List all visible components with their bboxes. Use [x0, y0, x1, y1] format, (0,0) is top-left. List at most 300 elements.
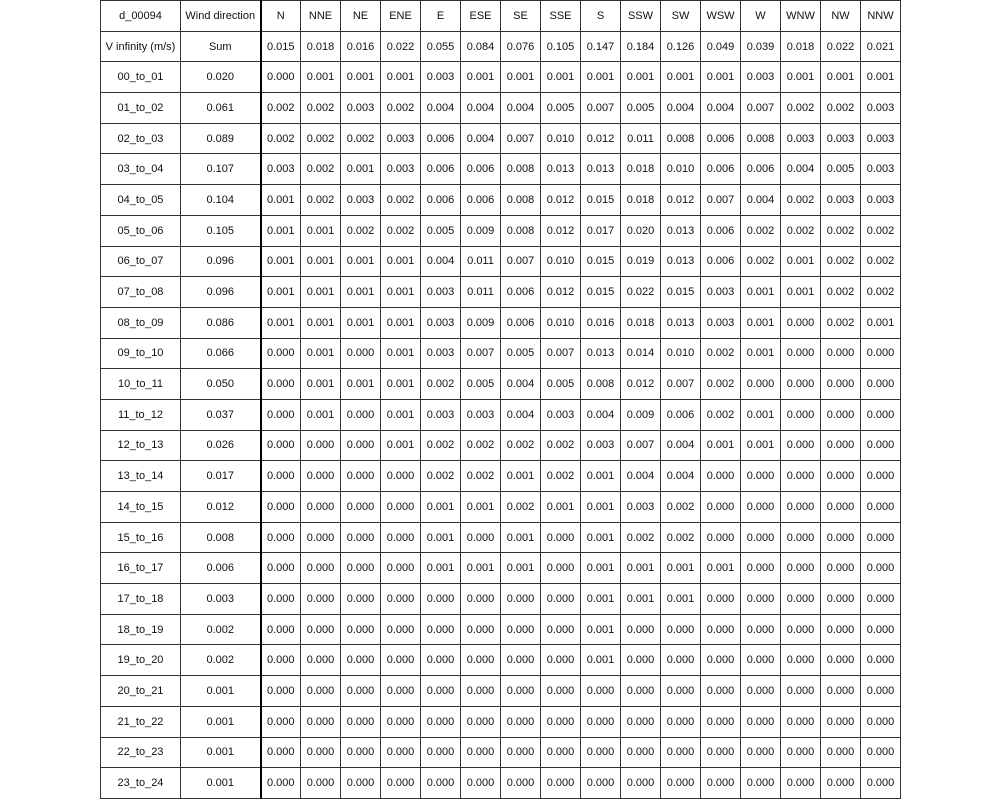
row-sum-cell: 0.050 — [181, 369, 261, 400]
frequency-cell: 0.007 — [541, 338, 581, 369]
frequency-cell: 0.006 — [501, 307, 541, 338]
frequency-cell: 0.000 — [381, 737, 421, 768]
frequency-cell: 0.001 — [301, 277, 341, 308]
frequency-cell: 0.013 — [661, 246, 701, 277]
frequency-cell: 0.000 — [661, 768, 701, 799]
frequency-cell: 0.008 — [501, 215, 541, 246]
direction-header-cell: WNW — [781, 1, 821, 32]
frequency-cell: 0.001 — [621, 584, 661, 615]
direction-header-cell: E — [421, 1, 461, 32]
frequency-cell: 0.008 — [661, 123, 701, 154]
frequency-cell: 0.000 — [341, 399, 381, 430]
frequency-cell: 0.000 — [861, 369, 901, 400]
frequency-cell: 0.003 — [821, 185, 861, 216]
table-row — [101, 154, 901, 185]
row-sum-cell: 0.001 — [181, 706, 261, 737]
frequency-cell: 0.000 — [301, 430, 341, 461]
row-sum-cell: 0.002 — [181, 614, 261, 645]
frequency-cell: 0.015 — [661, 277, 701, 308]
table-row — [101, 461, 901, 492]
frequency-cell: 0.010 — [541, 123, 581, 154]
frequency-cell: 0.000 — [301, 737, 341, 768]
frequency-cell: 0.000 — [301, 522, 341, 553]
frequency-cell: 0.000 — [701, 614, 741, 645]
frequency-cell: 0.000 — [701, 676, 741, 707]
direction-sum-cell: 0.015 — [261, 31, 301, 62]
frequency-cell: 0.011 — [461, 277, 501, 308]
frequency-cell: 0.001 — [581, 645, 621, 676]
frequency-cell: 0.019 — [621, 246, 661, 277]
frequency-cell: 0.006 — [661, 399, 701, 430]
frequency-cell: 0.005 — [541, 369, 581, 400]
frequency-cell: 0.002 — [781, 185, 821, 216]
row-sum-cell: 0.026 — [181, 430, 261, 461]
table-row — [101, 277, 901, 308]
frequency-cell: 0.000 — [861, 706, 901, 737]
frequency-cell: 0.000 — [621, 768, 661, 799]
frequency-cell: 0.001 — [341, 369, 381, 400]
frequency-cell: 0.000 — [701, 737, 741, 768]
frequency-cell: 0.001 — [381, 307, 421, 338]
frequency-cell: 0.001 — [821, 62, 861, 93]
frequency-cell: 0.005 — [821, 154, 861, 185]
frequency-cell: 0.000 — [261, 553, 301, 584]
frequency-cell: 0.000 — [741, 492, 781, 523]
frequency-cell: 0.000 — [301, 645, 341, 676]
frequency-cell: 0.007 — [621, 430, 661, 461]
frequency-cell: 0.000 — [421, 737, 461, 768]
frequency-cell: 0.000 — [861, 522, 901, 553]
frequency-cell: 0.006 — [461, 154, 501, 185]
frequency-cell: 0.002 — [741, 215, 781, 246]
frequency-cell: 0.000 — [741, 676, 781, 707]
frequency-cell: 0.003 — [421, 307, 461, 338]
speed-bin-cell: 09_to_10 — [101, 338, 181, 369]
frequency-cell: 0.001 — [301, 338, 341, 369]
frequency-cell: 0.001 — [421, 492, 461, 523]
frequency-cell: 0.000 — [341, 430, 381, 461]
direction-sum-cell: 0.105 — [541, 31, 581, 62]
frequency-cell: 0.002 — [701, 338, 741, 369]
frequency-cell: 0.006 — [701, 215, 741, 246]
speed-bin-cell: 23_to_24 — [101, 768, 181, 799]
frequency-cell: 0.000 — [701, 768, 741, 799]
frequency-cell: 0.002 — [861, 246, 901, 277]
frequency-cell: 0.000 — [541, 522, 581, 553]
frequency-cell: 0.000 — [461, 614, 501, 645]
frequency-cell: 0.016 — [581, 307, 621, 338]
frequency-cell: 0.000 — [381, 676, 421, 707]
frequency-cell: 0.000 — [341, 706, 381, 737]
frequency-cell: 0.000 — [781, 492, 821, 523]
speed-bin-cell: 02_to_03 — [101, 123, 181, 154]
frequency-cell: 0.000 — [661, 737, 701, 768]
frequency-cell: 0.001 — [381, 430, 421, 461]
frequency-cell: 0.012 — [541, 185, 581, 216]
frequency-cell: 0.000 — [741, 553, 781, 584]
frequency-cell: 0.000 — [621, 706, 661, 737]
frequency-cell: 0.000 — [541, 706, 581, 737]
table-row — [101, 123, 901, 154]
frequency-cell: 0.002 — [701, 399, 741, 430]
frequency-cell: 0.002 — [461, 430, 501, 461]
frequency-cell: 0.004 — [661, 93, 701, 124]
frequency-cell: 0.008 — [501, 185, 541, 216]
frequency-cell: 0.000 — [741, 522, 781, 553]
frequency-cell: 0.001 — [661, 62, 701, 93]
frequency-cell: 0.001 — [381, 338, 421, 369]
frequency-cell: 0.003 — [341, 185, 381, 216]
frequency-cell: 0.003 — [861, 93, 901, 124]
direction-header-cell: ESE — [461, 1, 501, 32]
frequency-cell: 0.000 — [741, 706, 781, 737]
speed-bin-cell: 06_to_07 — [101, 246, 181, 277]
frequency-cell: 0.000 — [741, 369, 781, 400]
frequency-cell: 0.007 — [741, 93, 781, 124]
frequency-cell: 0.001 — [461, 553, 501, 584]
speed-bin-cell: 08_to_09 — [101, 307, 181, 338]
frequency-cell: 0.000 — [501, 645, 541, 676]
frequency-cell: 0.001 — [261, 215, 301, 246]
sum-label-cell: Sum — [181, 31, 261, 62]
frequency-cell: 0.000 — [381, 461, 421, 492]
row-sum-cell: 0.066 — [181, 338, 261, 369]
frequency-cell: 0.009 — [621, 399, 661, 430]
speed-bin-cell: 13_to_14 — [101, 461, 181, 492]
frequency-cell: 0.004 — [621, 461, 661, 492]
frequency-cell: 0.000 — [781, 768, 821, 799]
speed-bin-cell: 05_to_06 — [101, 215, 181, 246]
frequency-cell: 0.000 — [301, 768, 341, 799]
frequency-cell: 0.003 — [701, 277, 741, 308]
frequency-cell: 0.003 — [541, 399, 581, 430]
row-sum-cell: 0.002 — [181, 645, 261, 676]
table-row — [101, 492, 901, 523]
frequency-cell: 0.000 — [741, 614, 781, 645]
frequency-cell: 0.015 — [581, 185, 621, 216]
wind-direction-label-cell: Wind direction — [181, 1, 261, 32]
frequency-cell: 0.000 — [781, 461, 821, 492]
frequency-cell: 0.009 — [461, 215, 501, 246]
frequency-cell: 0.004 — [581, 399, 621, 430]
frequency-cell: 0.000 — [421, 676, 461, 707]
frequency-cell: 0.002 — [421, 461, 461, 492]
direction-sum-cell: 0.076 — [501, 31, 541, 62]
frequency-cell: 0.001 — [421, 553, 461, 584]
frequency-cell: 0.000 — [861, 338, 901, 369]
direction-header-cell: NW — [821, 1, 861, 32]
frequency-cell: 0.000 — [701, 645, 741, 676]
frequency-cell: 0.000 — [381, 645, 421, 676]
frequency-cell: 0.000 — [781, 737, 821, 768]
frequency-cell: 0.000 — [781, 338, 821, 369]
frequency-cell: 0.010 — [541, 307, 581, 338]
frequency-cell: 0.002 — [261, 93, 301, 124]
frequency-cell: 0.022 — [621, 277, 661, 308]
frequency-cell: 0.000 — [501, 614, 541, 645]
frequency-cell: 0.000 — [501, 737, 541, 768]
frequency-cell: 0.000 — [861, 676, 901, 707]
frequency-cell: 0.000 — [821, 706, 861, 737]
direction-sum-cell: 0.039 — [741, 31, 781, 62]
frequency-cell: 0.000 — [541, 553, 581, 584]
table-row — [101, 399, 901, 430]
direction-sum-cell: 0.018 — [781, 31, 821, 62]
frequency-cell: 0.000 — [261, 614, 301, 645]
speed-bin-cell: 04_to_05 — [101, 185, 181, 216]
frequency-cell: 0.002 — [341, 215, 381, 246]
frequency-cell: 0.001 — [261, 246, 301, 277]
speed-bin-cell: 18_to_19 — [101, 614, 181, 645]
frequency-cell: 0.000 — [341, 676, 381, 707]
frequency-cell: 0.013 — [661, 215, 701, 246]
frequency-cell: 0.000 — [341, 492, 381, 523]
frequency-cell: 0.018 — [621, 185, 661, 216]
frequency-cell: 0.003 — [381, 154, 421, 185]
frequency-cell: 0.002 — [301, 93, 341, 124]
frequency-cell: 0.006 — [421, 154, 461, 185]
frequency-cell: 0.002 — [821, 307, 861, 338]
frequency-cell: 0.001 — [581, 62, 621, 93]
frequency-cell: 0.011 — [461, 246, 501, 277]
frequency-cell: 0.000 — [301, 614, 341, 645]
frequency-cell: 0.000 — [501, 768, 541, 799]
frequency-cell: 0.000 — [541, 614, 581, 645]
frequency-cell: 0.003 — [421, 62, 461, 93]
frequency-cell: 0.000 — [261, 430, 301, 461]
frequency-cell: 0.020 — [621, 215, 661, 246]
frequency-cell: 0.001 — [381, 277, 421, 308]
frequency-cell: 0.013 — [581, 338, 621, 369]
frequency-cell: 0.005 — [501, 338, 541, 369]
frequency-cell: 0.002 — [781, 93, 821, 124]
frequency-cell: 0.002 — [541, 461, 581, 492]
frequency-cell: 0.007 — [701, 185, 741, 216]
frequency-cell: 0.004 — [661, 430, 701, 461]
frequency-cell: 0.000 — [261, 338, 301, 369]
frequency-cell: 0.000 — [341, 614, 381, 645]
frequency-cell: 0.000 — [741, 737, 781, 768]
row-sum-cell: 0.008 — [181, 522, 261, 553]
frequency-cell: 0.000 — [661, 676, 701, 707]
frequency-cell: 0.000 — [261, 492, 301, 523]
row-sum-cell: 0.001 — [181, 768, 261, 799]
frequency-cell: 0.000 — [381, 768, 421, 799]
frequency-cell: 0.004 — [501, 399, 541, 430]
frequency-cell: 0.000 — [781, 706, 821, 737]
frequency-cell: 0.000 — [661, 614, 701, 645]
frequency-cell: 0.001 — [741, 338, 781, 369]
frequency-cell: 0.000 — [381, 706, 421, 737]
frequency-cell: 0.001 — [341, 277, 381, 308]
direction-sum-cell: 0.022 — [821, 31, 861, 62]
frequency-cell: 0.001 — [381, 246, 421, 277]
frequency-cell: 0.001 — [301, 246, 341, 277]
frequency-cell: 0.002 — [301, 123, 341, 154]
frequency-cell: 0.001 — [701, 553, 741, 584]
frequency-cell: 0.002 — [821, 215, 861, 246]
row-sum-cell: 0.006 — [181, 553, 261, 584]
frequency-cell: 0.000 — [461, 522, 501, 553]
frequency-cell: 0.000 — [301, 584, 341, 615]
frequency-cell: 0.001 — [581, 461, 621, 492]
speed-bin-cell: 17_to_18 — [101, 584, 181, 615]
frequency-cell: 0.000 — [461, 706, 501, 737]
frequency-cell: 0.000 — [821, 553, 861, 584]
frequency-cell: 0.001 — [621, 553, 661, 584]
frequency-cell: 0.000 — [741, 584, 781, 615]
frequency-cell: 0.003 — [861, 123, 901, 154]
frequency-cell: 0.000 — [621, 737, 661, 768]
frequency-cell: 0.000 — [861, 768, 901, 799]
frequency-cell: 0.012 — [581, 123, 621, 154]
frequency-cell: 0.002 — [381, 185, 421, 216]
frequency-cell: 0.000 — [261, 645, 301, 676]
frequency-cell: 0.001 — [461, 492, 501, 523]
frequency-cell: 0.000 — [341, 737, 381, 768]
frequency-cell: 0.001 — [861, 307, 901, 338]
direction-header-cell: NE — [341, 1, 381, 32]
frequency-cell: 0.000 — [581, 706, 621, 737]
frequency-cell: 0.000 — [301, 461, 341, 492]
frequency-cell: 0.000 — [501, 584, 541, 615]
frequency-cell: 0.000 — [461, 768, 501, 799]
frequency-cell: 0.001 — [781, 277, 821, 308]
frequency-cell: 0.000 — [421, 614, 461, 645]
table-row — [101, 338, 901, 369]
row-sum-cell: 0.037 — [181, 399, 261, 430]
direction-header-row — [101, 1, 901, 32]
frequency-cell: 0.001 — [261, 185, 301, 216]
frequency-cell: 0.012 — [541, 215, 581, 246]
frequency-cell: 0.000 — [341, 584, 381, 615]
frequency-cell: 0.002 — [621, 522, 661, 553]
frequency-cell: 0.001 — [661, 584, 701, 615]
frequency-cell: 0.003 — [861, 185, 901, 216]
frequency-cell: 0.000 — [861, 553, 901, 584]
speed-bin-cell: 07_to_08 — [101, 277, 181, 308]
frequency-cell: 0.001 — [781, 246, 821, 277]
frequency-cell: 0.001 — [341, 154, 381, 185]
frequency-cell: 0.001 — [381, 369, 421, 400]
frequency-cell: 0.002 — [541, 430, 581, 461]
frequency-cell: 0.000 — [261, 369, 301, 400]
speed-bin-cell: 11_to_12 — [101, 399, 181, 430]
frequency-cell: 0.000 — [261, 461, 301, 492]
frequency-cell: 0.001 — [341, 307, 381, 338]
frequency-cell: 0.000 — [781, 645, 821, 676]
direction-header-cell: S — [581, 1, 621, 32]
frequency-cell: 0.000 — [261, 676, 301, 707]
frequency-cell: 0.018 — [621, 154, 661, 185]
frequency-cell: 0.000 — [261, 584, 301, 615]
frequency-cell: 0.000 — [381, 492, 421, 523]
frequency-cell: 0.003 — [621, 492, 661, 523]
frequency-cell: 0.002 — [421, 369, 461, 400]
frequency-cell: 0.000 — [621, 614, 661, 645]
frequency-cell: 0.001 — [501, 62, 541, 93]
frequency-cell: 0.004 — [461, 93, 501, 124]
frequency-cell: 0.000 — [421, 768, 461, 799]
frequency-cell: 0.001 — [301, 62, 341, 93]
frequency-cell: 0.001 — [301, 399, 341, 430]
speed-bin-cell: 10_to_11 — [101, 369, 181, 400]
table-row — [101, 737, 901, 768]
direction-sum-cell: 0.016 — [341, 31, 381, 62]
row-sum-cell: 0.017 — [181, 461, 261, 492]
speed-bin-cell: 12_to_13 — [101, 430, 181, 461]
frequency-cell: 0.007 — [461, 338, 501, 369]
frequency-cell: 0.000 — [621, 676, 661, 707]
frequency-cell: 0.001 — [581, 553, 621, 584]
frequency-cell: 0.003 — [821, 123, 861, 154]
frequency-cell: 0.010 — [661, 154, 701, 185]
frequency-cell: 0.001 — [261, 307, 301, 338]
frequency-cell: 0.000 — [781, 522, 821, 553]
frequency-cell: 0.001 — [301, 369, 341, 400]
frequency-cell: 0.000 — [621, 645, 661, 676]
frequency-cell: 0.018 — [621, 307, 661, 338]
frequency-cell: 0.006 — [501, 277, 541, 308]
frequency-cell: 0.000 — [501, 676, 541, 707]
direction-sum-cell: 0.126 — [661, 31, 701, 62]
frequency-cell: 0.002 — [661, 522, 701, 553]
frequency-cell: 0.000 — [381, 553, 421, 584]
direction-header-cell: ENE — [381, 1, 421, 32]
frequency-cell: 0.000 — [701, 584, 741, 615]
frequency-cell: 0.006 — [461, 185, 501, 216]
frequency-cell: 0.000 — [701, 461, 741, 492]
direction-sum-cell: 0.084 — [461, 31, 501, 62]
frequency-cell: 0.004 — [461, 123, 501, 154]
frequency-cell: 0.000 — [781, 553, 821, 584]
frequency-cell: 0.000 — [421, 645, 461, 676]
frequency-cell: 0.000 — [821, 737, 861, 768]
frequency-cell: 0.003 — [461, 399, 501, 430]
frequency-cell: 0.002 — [741, 246, 781, 277]
frequency-cell: 0.008 — [501, 154, 541, 185]
row-sum-cell: 0.086 — [181, 307, 261, 338]
speed-bin-cell: 21_to_22 — [101, 706, 181, 737]
direction-header-cell: W — [741, 1, 781, 32]
frequency-cell: 0.000 — [541, 768, 581, 799]
frequency-cell: 0.003 — [421, 399, 461, 430]
frequency-cell: 0.004 — [421, 93, 461, 124]
dataset-id-cell: d_00094 — [101, 1, 181, 32]
frequency-cell: 0.001 — [701, 430, 741, 461]
frequency-cell: 0.000 — [381, 614, 421, 645]
frequency-cell: 0.000 — [821, 461, 861, 492]
frequency-cell: 0.001 — [861, 62, 901, 93]
frequency-cell: 0.012 — [621, 369, 661, 400]
frequency-cell: 0.000 — [381, 584, 421, 615]
frequency-cell: 0.000 — [261, 399, 301, 430]
table-row — [101, 614, 901, 645]
direction-sum-cell: 0.147 — [581, 31, 621, 62]
frequency-cell: 0.001 — [781, 62, 821, 93]
frequency-cell: 0.002 — [341, 123, 381, 154]
frequency-cell: 0.001 — [741, 307, 781, 338]
frequency-cell: 0.000 — [461, 676, 501, 707]
frequency-cell: 0.014 — [621, 338, 661, 369]
frequency-cell: 0.000 — [861, 430, 901, 461]
frequency-cell: 0.003 — [381, 123, 421, 154]
frequency-cell: 0.007 — [501, 246, 541, 277]
frequency-cell: 0.001 — [461, 62, 501, 93]
frequency-cell: 0.002 — [661, 492, 701, 523]
frequency-cell: 0.000 — [821, 645, 861, 676]
frequency-cell: 0.000 — [581, 676, 621, 707]
